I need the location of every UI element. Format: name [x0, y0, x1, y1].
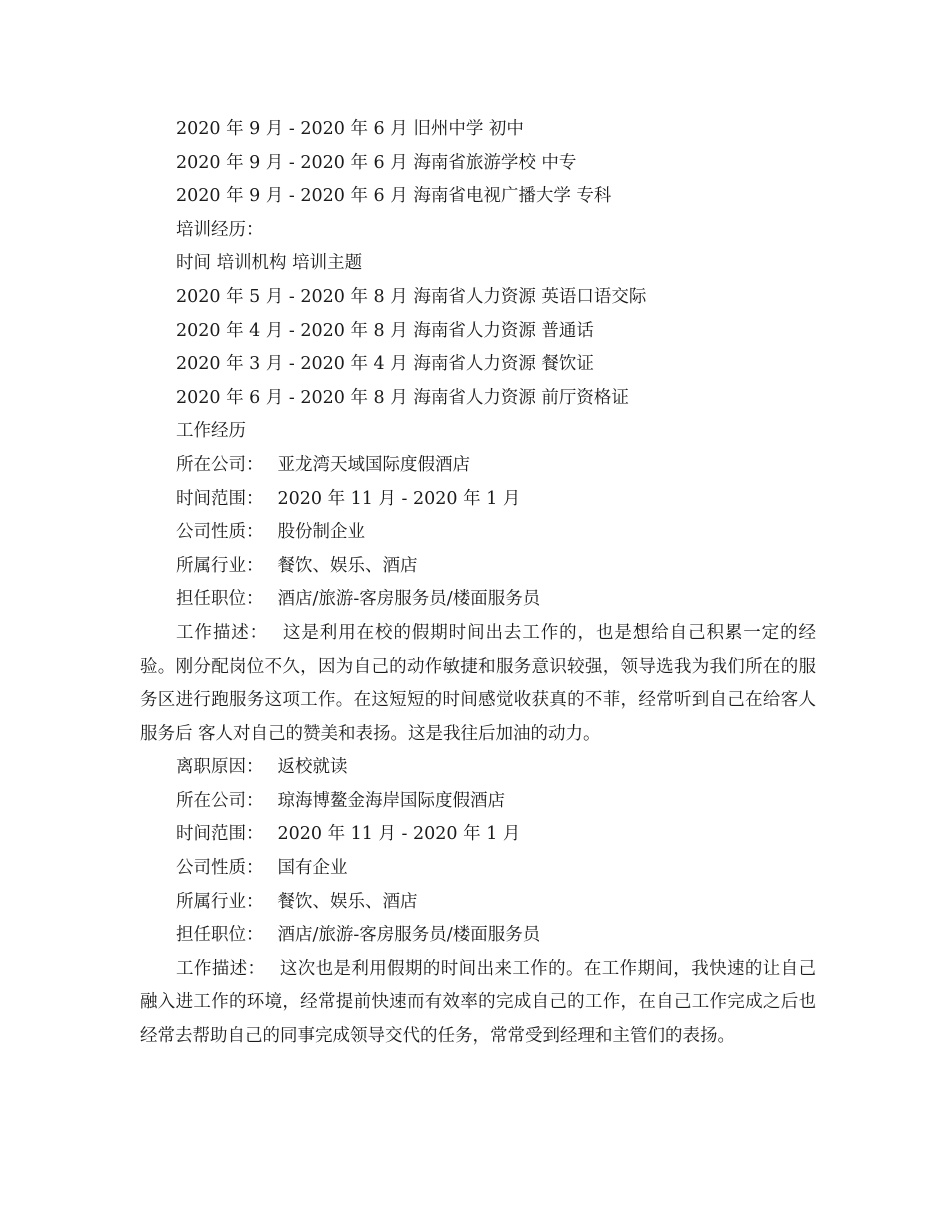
job1-position [176, 583, 816, 617]
field-label: 时间范围： [176, 488, 264, 509]
field-label: 公司性质： [176, 858, 264, 879]
field-label: 担任职位： [176, 925, 264, 946]
training-row: 2020 年 3 月 - 2020 年 4 月 海南省人力资源 餐饮证 [176, 354, 594, 375]
field-value: 返校就读 [277, 757, 348, 778]
job1-nature [176, 516, 816, 550]
job2-period [176, 818, 816, 852]
job2-position [176, 919, 816, 953]
work-heading: 工作经历 [176, 421, 246, 442]
field-value: 2020 年 11 月 - 2020 年 1 月 [277, 824, 521, 845]
field-value: 餐饮、娱乐、酒店 [277, 891, 418, 912]
job1-industry [176, 550, 816, 584]
training-row: 2020 年 5 月 - 2020 年 8 月 海南省人力资源 英语口语交际 [176, 286, 647, 307]
job2-industry [176, 886, 816, 920]
education-row: 2020 年 9 月 - 2020 年 6 月 海南省电视广播大学 专科 [176, 186, 612, 207]
training-columns: 时间 培训机构 培训主题 [176, 253, 363, 274]
training-row: 2020 年 4 月 - 2020 年 8 月 海南省人力资源 普通话 [176, 320, 594, 341]
field-label: 工作描述： [176, 622, 269, 643]
field-label: 所在公司： [176, 454, 264, 475]
job1-leave-reason [176, 751, 816, 785]
field-value: 股份制企业 [277, 522, 365, 543]
job1-company [176, 449, 816, 483]
training-row: 2020 年 6 月 - 2020 年 8 月 海南省人力资源 前厅资格证 [176, 387, 629, 408]
field-label: 时间范围： [176, 824, 264, 845]
job2-description [140, 953, 816, 1054]
field-value: 国有企业 [277, 858, 348, 879]
job1-description [140, 617, 816, 751]
field-value: 酒店/旅游-客房服务员/楼面服务员 [277, 589, 541, 610]
field-value: 亚龙湾天域国际度假酒店 [277, 454, 470, 475]
field-value: 这是利用在校的假期时间出去工作的，也是想给自己积累一定的经验。刚分配岗位不久，因为自己的动作敏捷和服务意识较强，领导选我为我们所在的服务区进行跑服务这项工作。在这短短的时间感觉收获真的不菲，经常听到自己在给客人服务后 客人对自己的赞美和表扬。这是我往后加油的动力。 [140, 622, 817, 744]
job2-company [176, 785, 816, 819]
field-value: 餐饮、娱乐、酒店 [277, 555, 418, 576]
field-label: 担任职位： [176, 589, 264, 610]
education-row: 2020 年 9 月 - 2020 年 6 月 海南省旅游学校 中专 [176, 152, 577, 173]
field-label: 公司性质： [176, 522, 264, 543]
field-value: 琼海博鳌金海岸国际度假酒店 [277, 790, 505, 811]
field-label: 所属行业： [176, 891, 264, 912]
field-value: 2020 年 11 月 - 2020 年 1 月 [277, 488, 521, 509]
education-row: 2020 年 9 月 - 2020 年 6 月 旧州中学 初中 [176, 119, 524, 139]
field-value: 这次也是利用假期的时间出来工作的。在工作期间，我快速的让自己融入进工作的环境，经常提前快速而有效率的完成自己的工作，在自己工作完成之后也经常去帮助自己的同事完成领导交代的任务，常常受到经理和主管们的表扬。 [140, 958, 817, 1047]
job2-nature [176, 852, 816, 886]
training-heading: 培训经历： [176, 219, 264, 240]
field-value: 酒店/旅游-客房服务员/楼面服务员 [277, 925, 541, 946]
field-label: 工作描述： [176, 958, 266, 979]
field-label: 所属行业： [176, 555, 264, 576]
field-label: 所在公司： [176, 790, 264, 811]
field-label: 离职原因： [176, 757, 264, 778]
job1-period [176, 483, 816, 517]
